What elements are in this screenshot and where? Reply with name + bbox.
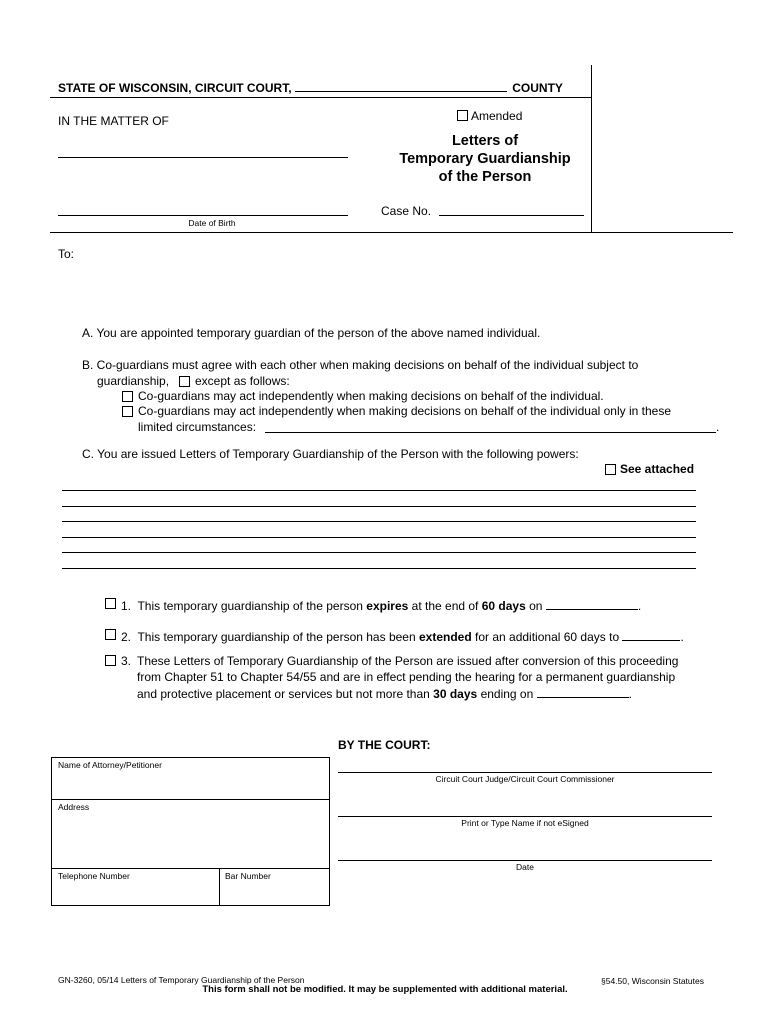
print-name-field[interactable] — [338, 816, 712, 817]
state-court-heading: STATE OF WISCONSIN, CIRCUIT COURT, COUNTY — [58, 81, 563, 95]
amended-label: Amended — [471, 109, 523, 123]
header-right-rule — [591, 65, 592, 232]
limited-circumstances-period: . — [716, 420, 720, 434]
item-3-line-1: These Letters of Temporary Guardianship of the Person are issued after conversion of this proceeding — [137, 654, 679, 668]
powers-line[interactable] — [62, 490, 696, 491]
item-2-date-field[interactable] — [622, 628, 680, 641]
item-2-checkbox[interactable] — [105, 629, 116, 640]
case-no-field[interactable] — [439, 215, 584, 216]
item-1-text: 1. This temporary guardianship of the person expires at the end of 60 days on . — [121, 599, 642, 613]
section-a-text: A. You are appointed temporary guardian of the person of the above named individual. — [82, 326, 541, 340]
case-no-label: Case No. — [381, 204, 432, 218]
act-independently-checkbox[interactable] — [122, 391, 133, 402]
by-the-court-label: BY THE COURT: — [338, 738, 431, 752]
section-b-guardianship: guardianship, — [97, 374, 170, 388]
attorney-name-field[interactable] — [52, 772, 329, 798]
item-3-checkbox[interactable] — [105, 655, 116, 666]
to-label: To: — [58, 247, 75, 261]
limited-circumstances-field[interactable] — [265, 432, 716, 433]
item-1-checkbox[interactable] — [105, 598, 116, 609]
judge-label: Circuit Court Judge/Circuit Court Commissioner — [435, 774, 615, 784]
see-attached-label: See attached — [620, 462, 695, 476]
see-attached-checkbox[interactable] — [605, 464, 616, 475]
print-name-label: Print or Type Name if not eSigned — [461, 818, 589, 828]
item-3-date-field[interactable] — [537, 685, 629, 698]
statute-reference: §54.50, Wisconsin Statutes — [600, 976, 704, 986]
powers-line[interactable] — [62, 552, 696, 553]
in-the-matter-label: IN THE MATTER OF — [58, 114, 169, 128]
powers-line[interactable] — [62, 568, 696, 569]
act-independently-label: Co-guardians may act independently when making decisions on behalf of the individual. — [138, 389, 604, 403]
powers-line[interactable] — [62, 521, 696, 522]
signature-date-label: Date — [516, 862, 534, 872]
subject-name-field[interactable] — [58, 157, 348, 158]
form-notice: This form shall not be modified. It may be supplemented with additional material. — [202, 984, 568, 995]
county-name-field[interactable] — [295, 79, 507, 92]
form-title: Letters of Temporary Guardianship of the Person — [399, 133, 571, 185]
amended-checkbox[interactable] — [457, 110, 468, 121]
date-of-birth-field[interactable] — [58, 215, 348, 216]
section-b-text: B. Co-guardians must agree with each other when making decisions on behalf of the individual subject to — [82, 358, 639, 372]
date-of-birth-label: Date of Birth — [188, 218, 236, 228]
attorney-name-label: Name of Attorney/Petitioner — [58, 760, 162, 770]
address-field[interactable] — [52, 814, 329, 867]
item-3-num: 3. — [121, 654, 132, 668]
header-bottom-rule — [50, 232, 733, 233]
telephone-field[interactable] — [52, 883, 218, 905]
except-as-follows-checkbox[interactable] — [179, 376, 190, 387]
powers-line[interactable] — [62, 506, 696, 507]
limited-circumstances-cont: limited circumstances: — [138, 420, 257, 434]
address-label: Address — [58, 802, 90, 812]
bar-number-label: Bar Number — [225, 871, 271, 881]
item-3-line-2: from Chapter 51 to Chapter 54/55 and are in effect pending the hearing for a permanent guardianship — [137, 670, 676, 684]
attorney-box-divider — [51, 799, 330, 800]
form-id: GN-3260, 05/14 Letters of Temporary Guardianship of the Person — [58, 975, 305, 985]
judge-signature-field[interactable] — [338, 772, 712, 773]
attorney-box-divider — [51, 868, 330, 869]
section-c-text: C. You are issued Letters of Temporary Guardianship of the Person with the following powers: — [82, 447, 579, 461]
powers-line[interactable] — [62, 537, 696, 538]
signature-date-field[interactable] — [338, 860, 712, 861]
telephone-label: Telephone Number — [58, 871, 130, 881]
except-as-follows-label: except as follows: — [195, 374, 290, 388]
item-3-line-3: and protective placement or services but not more than 30 days ending on . — [137, 687, 632, 701]
limited-circumstances-label: Co-guardians may act independently when making decisions on behalf of the individual only in these — [138, 404, 671, 418]
bar-number-field[interactable] — [220, 883, 329, 905]
limited-circumstances-checkbox[interactable] — [122, 406, 133, 417]
item-1-date-field[interactable] — [546, 597, 638, 610]
item-2-text: 2. This temporary guardianship of the person has been extended for an additional 60 days to . — [121, 630, 684, 644]
header-top-rule — [50, 97, 591, 98]
